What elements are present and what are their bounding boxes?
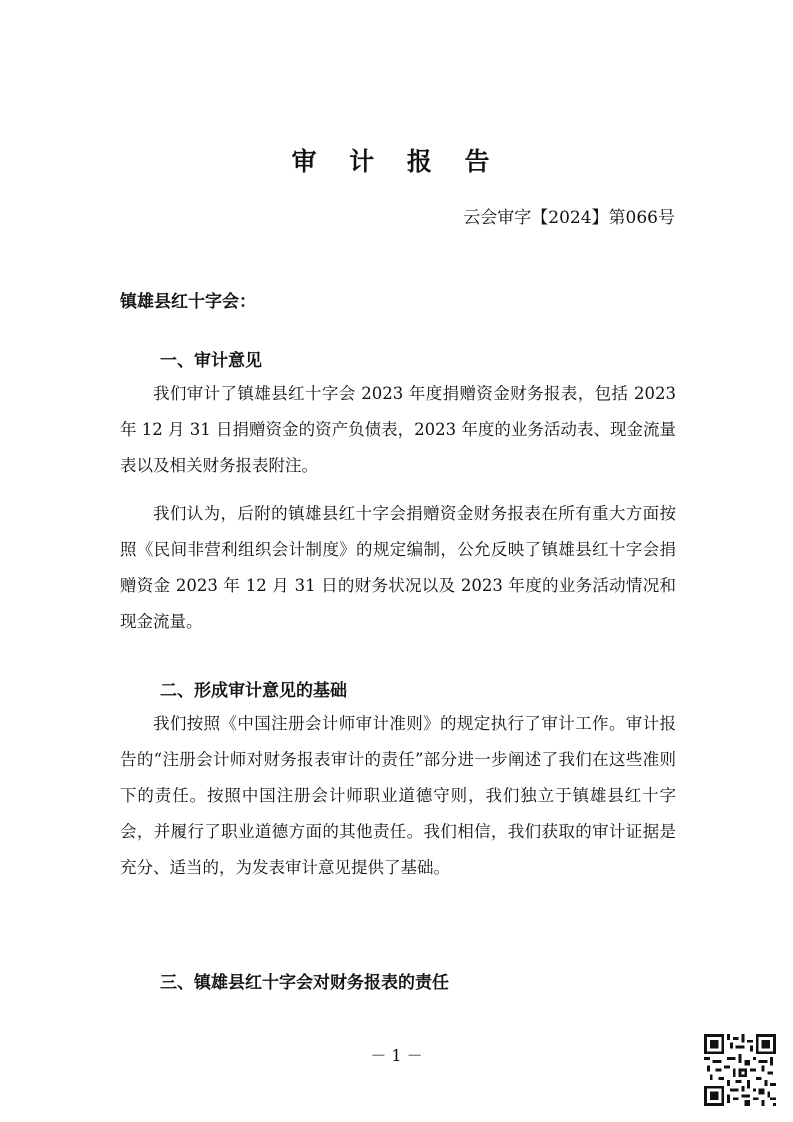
- qr-code-icon: [704, 1034, 776, 1106]
- addressee: 镇雄县红十字会：: [120, 292, 256, 312]
- page-title: 审 计 报 告: [291, 147, 502, 176]
- paragraph-audit-scope: 我们审计了镇雄县红十字会 2023 年度捐赠资金财务报表，包括 2023 年 12 月 31 日捐赠资金的资产负债表，2023 年度的业务活动表、现金流量表以及相关财务报表附注。: [120, 384, 676, 475]
- section-heading-audit-opinion: 一、审计意见: [160, 351, 262, 371]
- section-heading-management-responsibility: 三、镇雄县红十字会对财务报表的责任: [160, 973, 449, 993]
- paragraph-basis: 我们按照《中国注册会计师审计准则》的规定执行了审计工作。审计报告的“注册会计师对财务报表审计的责任”部分进一步阐述了我们在这些准则下的责任。按照中国注册会计师职业道德守则，我们独立于镇雄县红十字会，并履行了职业道德方面的其他责任。我们相信，我们获取的审计证据是充分、适当的，为发表审计意见提供了基础。: [120, 714, 676, 877]
- section-heading-basis-for-opinion: 二、形成审计意见的基础: [160, 681, 347, 701]
- paragraph-audit-conclusion: 我们认为，后附的镇雄县红十字会捐赠资金财务报表在所有重大方面按照《民间非营利组织会计制度》的规定编制，公允反映了镇雄县红十字会捐赠资金 2023 年 12 月 31 日的财务状况以及 2023 年度的业务活动情况和现金流量。: [120, 504, 676, 631]
- document-number: 云会审字【2024】第066号: [463, 208, 675, 228]
- page-number: － 1 －: [370, 1046, 423, 1065]
